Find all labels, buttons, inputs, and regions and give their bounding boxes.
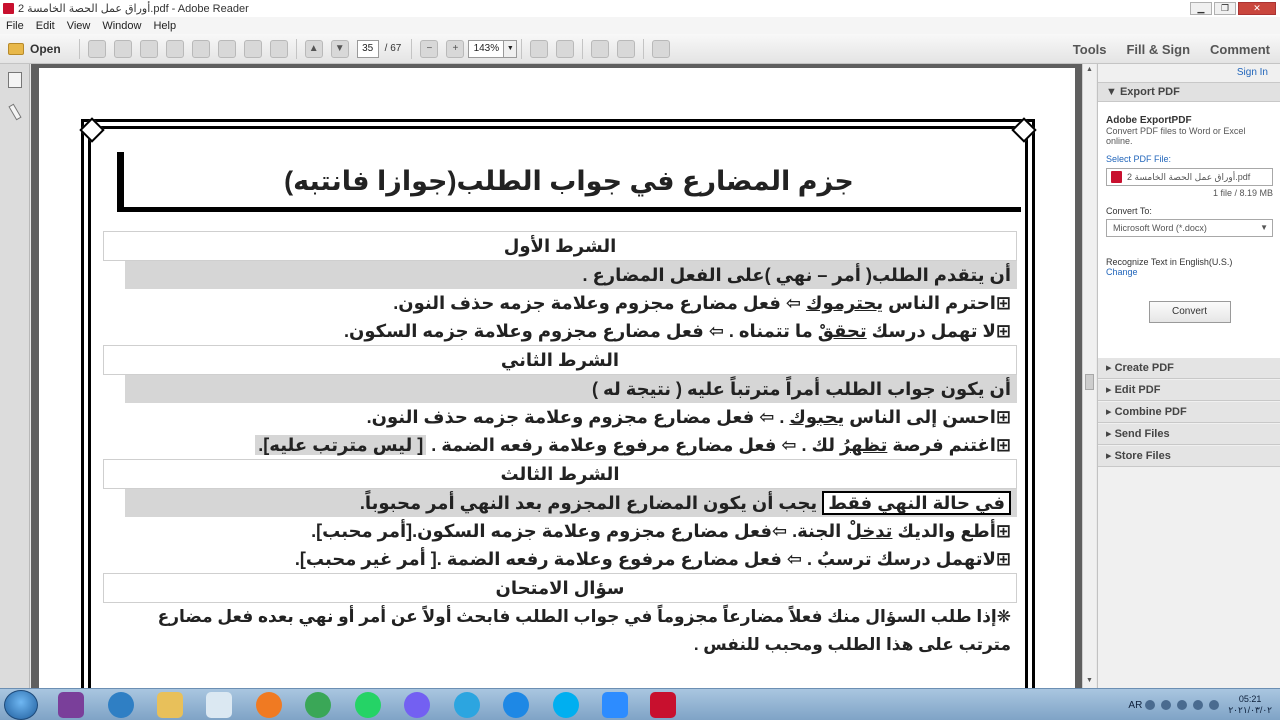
convert-to-label: Convert To:	[1106, 206, 1152, 216]
create-pdf-item[interactable]: ▸ Create PDF	[1098, 358, 1280, 379]
document-title: جزم المضارع في جواب الطلب(جوازا فانتبه)	[284, 166, 854, 196]
menu-file[interactable]: File	[6, 19, 24, 32]
example-line: ⊞لا تهمل درسك تحققْ ما تتمناه . ⇦ فعل مضارع مجزوم وعلامة جزمه السكون.	[344, 321, 1011, 341]
pdf-file-icon	[1111, 171, 1122, 183]
scroll-up-icon[interactable]: ▲	[1086, 66, 1093, 73]
power-icon[interactable]	[1209, 700, 1219, 710]
section-heading: سؤال الامتحان	[103, 573, 1017, 603]
navigation-pane	[0, 64, 30, 688]
menu-help[interactable]: Help	[153, 19, 177, 32]
selected-file[interactable]: أوراق عمل الحصة الخامسة 2.pdf	[1106, 168, 1273, 186]
change-link[interactable]: Change	[1106, 267, 1138, 277]
recognize-text-label: Recognize Text in English(U.S.)	[1106, 257, 1233, 267]
zoom-dropdown-icon[interactable]: ▼	[504, 40, 517, 58]
vertical-scrollbar[interactable]	[1082, 64, 1096, 688]
explorer-icon[interactable]	[157, 692, 183, 718]
toolbar-divider	[521, 39, 522, 59]
print-icon[interactable]	[244, 40, 262, 58]
export-pdf-header[interactable]: ▼ Export PDF	[1098, 82, 1280, 102]
comment-tab[interactable]: Comment	[1210, 41, 1270, 57]
lesson-content	[103, 231, 1017, 659]
zoom-input[interactable]: 143%	[468, 40, 504, 58]
attachment-icon[interactable]	[8, 104, 21, 121]
menu-bar	[0, 17, 1280, 34]
edit-pdf-icon[interactable]	[114, 40, 132, 58]
send-files-item[interactable]: ▸ Send Files	[1098, 424, 1280, 445]
convert-button[interactable]: Convert	[1149, 301, 1231, 323]
comment-icon[interactable]	[591, 40, 609, 58]
skype-icon[interactable]	[553, 692, 579, 718]
folder-icon	[8, 43, 24, 55]
rule-text: أن يكون جواب الطلب أمراً مترتباً عليه ( نتيجة له )	[125, 375, 1017, 403]
rule-text: في حالة النهي فقط يجب أن يكون المضارع المجزوم بعد النهي أمر محبوباً.	[125, 489, 1017, 517]
example-line: ⊞أطع والديك تدخلْ الجنة. ⇦فعل مضارع مجزوم وعلامة جزمه السكون.[أمر محبب].	[311, 521, 1011, 541]
fit-page-icon[interactable]	[530, 40, 548, 58]
scroll-down-icon[interactable]: ▼	[1086, 677, 1093, 684]
minimize-button[interactable]: ▁	[1190, 2, 1212, 15]
whatsapp-icon[interactable]	[355, 692, 381, 718]
store-files-item[interactable]: ▸ Store Files	[1098, 446, 1280, 467]
question-text: مترتب على هذا الطلب ومحبب للنفس .	[693, 635, 1011, 654]
title-bar	[0, 0, 1280, 17]
menu-view[interactable]: View	[66, 19, 91, 32]
notepad-icon[interactable]	[206, 692, 232, 718]
open-button[interactable]	[8, 42, 61, 56]
telegram-icon[interactable]	[454, 692, 480, 718]
example-line: ⊞اغتنم فرصة تظهرُ لك . ⇦ فعل مضارع مرفوع وعلامة رفعه الضمة . [ ليس مترتب عليه].	[103, 431, 1017, 459]
convert-format-select[interactable]: Microsoft Word (*.docx) ▼	[1106, 219, 1273, 237]
adobe-reader-icon	[3, 3, 14, 14]
clock[interactable]	[1228, 694, 1272, 716]
page-up-icon[interactable]: ▲	[305, 40, 323, 58]
start-button[interactable]	[4, 690, 38, 720]
export-pdf-panel	[1098, 102, 1280, 358]
create-pdf-icon[interactable]	[88, 40, 106, 58]
page-thumbnails-icon[interactable]	[8, 72, 22, 88]
example-line: ⊞لاتهمل درسك ترسبُ . ⇦ فعل مضارع مرفوع وعلامة رفعه الضمة .[ أمر غير محبب].	[294, 549, 1011, 569]
windows-media-icon[interactable]	[108, 692, 134, 718]
section-heading: الشرط الثالث	[103, 459, 1017, 489]
toolbar-divider	[296, 39, 297, 59]
adobe-reader-taskbar-icon[interactable]	[650, 692, 676, 718]
example-line: ⊞احسن إلى الناس يحبوك . ⇦ فعل مضارع مجزوم وعلامة جزمه حذف النون.	[366, 407, 1011, 427]
network-icon[interactable]	[1177, 700, 1187, 710]
window-title: أوراق عمل الحصة الخامسة 2.pdf - Adobe Reader	[18, 3, 249, 15]
clock-time: 05:21	[1238, 694, 1262, 704]
input-language[interactable]: AR	[1128, 699, 1143, 711]
toolbar-divider	[582, 39, 583, 59]
volume-icon[interactable]	[1193, 700, 1203, 710]
tray-arrow-icon[interactable]	[1145, 700, 1155, 710]
firefox-icon[interactable]	[256, 692, 282, 718]
example-line: ⊞احترم الناس يحترموك ⇦ فعل مضارع مجزوم وعلامة جزمه حذف النون.	[393, 293, 1011, 313]
rule-text: أن يتقدم الطلب( أمر – نهي )على الفعل المضارع .	[125, 261, 1017, 289]
toolbar-divider	[79, 39, 80, 59]
edit-pdf-item[interactable]: ▸ Edit PDF	[1098, 380, 1280, 401]
menu-window[interactable]: Window	[102, 19, 142, 32]
viber-icon[interactable]	[404, 692, 430, 718]
bluetooth-icon[interactable]	[1161, 700, 1171, 710]
combine-pdf-item[interactable]: ▸ Combine PDF	[1098, 402, 1280, 423]
export-title: Adobe ExportPDF	[1106, 115, 1192, 126]
system-tray	[1128, 689, 1280, 720]
page-down-icon[interactable]: ▼	[331, 40, 349, 58]
sign-in-link[interactable]: Sign In	[1236, 67, 1268, 78]
chevron-down-icon: ▼	[1260, 223, 1268, 232]
clock-date: ٢٠٢١/٠٣/٠٢	[1228, 705, 1272, 715]
page-total: / 67	[384, 43, 402, 54]
sync-icon[interactable]	[503, 692, 529, 718]
fit-width-icon[interactable]	[556, 40, 574, 58]
upload-icon[interactable]	[192, 40, 210, 58]
scroll-thumb[interactable]	[1085, 374, 1094, 390]
chrome-icon[interactable]	[305, 692, 331, 718]
open-label: Open	[30, 41, 61, 56]
tools-pane	[1097, 64, 1280, 688]
maximize-button[interactable]: ❐	[1214, 2, 1236, 15]
tools-tab[interactable]: Tools	[1072, 41, 1107, 57]
toolbar-divider	[643, 39, 644, 59]
expand-icon[interactable]	[652, 40, 670, 58]
taskbar	[0, 688, 1280, 720]
toolbar-divider	[411, 39, 412, 59]
file-count: 1 file / 8.19 MB	[1212, 188, 1273, 198]
section-heading: الشرط الثاني	[103, 345, 1017, 375]
zoom-in-icon[interactable]: +	[446, 40, 464, 58]
page-number-input[interactable]: 35	[357, 40, 379, 58]
highlight-icon[interactable]	[617, 40, 635, 58]
document-view[interactable]	[31, 64, 1082, 688]
zoom-out-icon[interactable]: −	[420, 40, 438, 58]
email-icon[interactable]	[270, 40, 288, 58]
select-file-label: Select PDF File:	[1106, 154, 1172, 164]
save-icon[interactable]	[218, 40, 236, 58]
toolbar	[0, 34, 1280, 64]
combine-icon[interactable]	[166, 40, 184, 58]
pdf-page	[39, 68, 1075, 688]
export-description: Convert PDF files to Word or Excel online.	[1106, 126, 1246, 146]
fill-sign-tab[interactable]: Fill & Sign	[1126, 41, 1191, 57]
question-text: ❋إذا طلب السؤال منك فعلاً مضارعاً مجزوماً في جواب الطلب فابحث أولاً عن أمر أو نهي بعده فعل مضارع	[157, 607, 1011, 626]
winrar-icon[interactable]	[58, 692, 84, 718]
zoom-icon[interactable]	[602, 692, 628, 718]
sign-icon[interactable]	[140, 40, 158, 58]
menu-edit[interactable]: Edit	[35, 19, 55, 32]
section-heading: الشرط الأول	[103, 231, 1017, 261]
close-button[interactable]: ✕	[1238, 2, 1276, 15]
